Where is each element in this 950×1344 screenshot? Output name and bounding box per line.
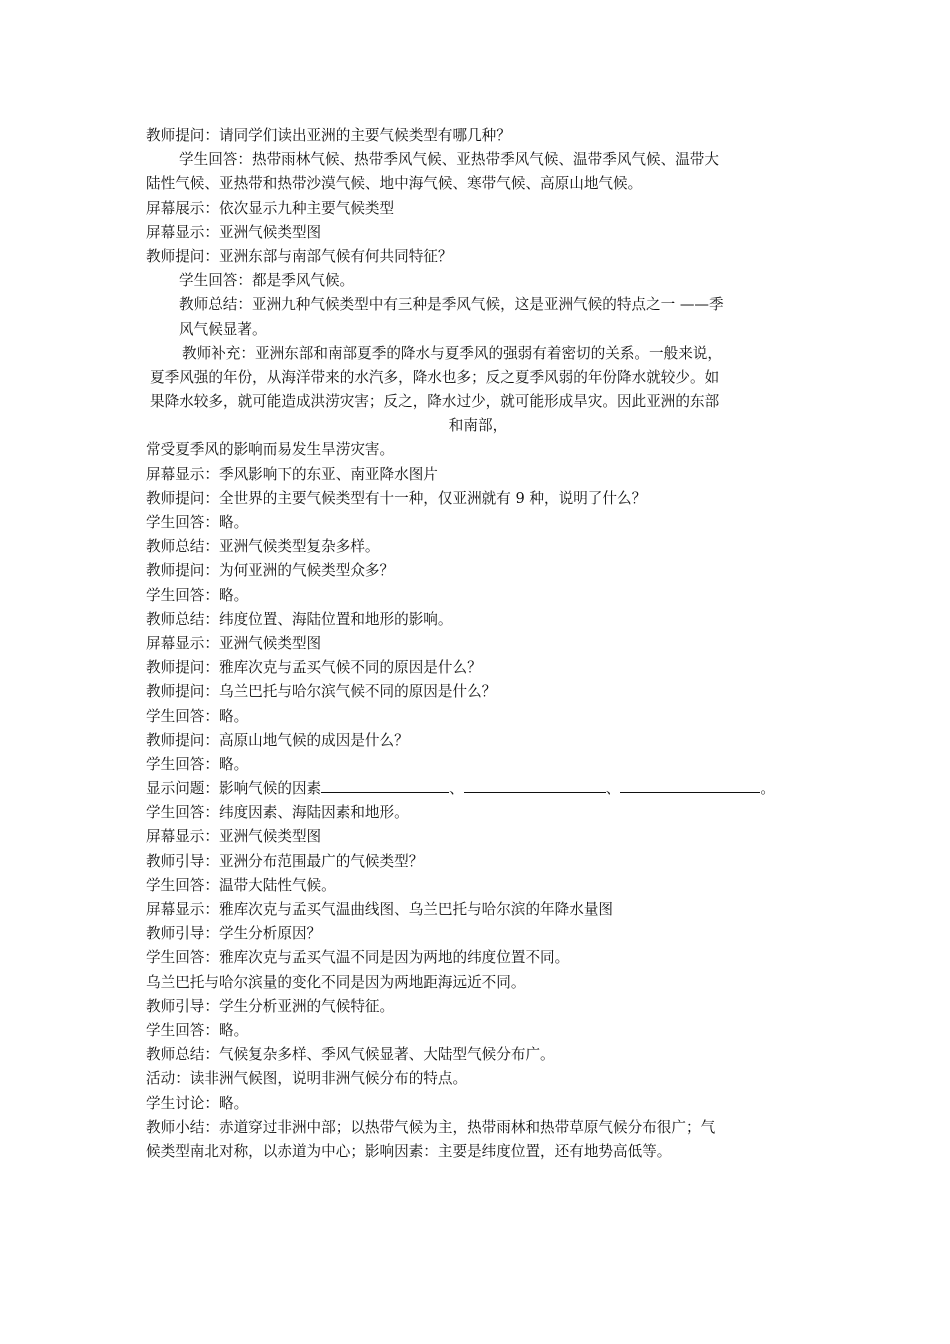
activity-line: 活动：读非洲气候图，说明非洲气候分布的特点。 [146, 1070, 468, 1088]
teacher-summary-line-cont: 风气候显著。 [179, 320, 267, 338]
teacher-summary-line: 教师总结：亚洲九种气候类型中有三种是季风气候，这是亚洲气候的特点之一 ——季 [179, 296, 724, 314]
body-line: 常受夏季风的影响而易发生旱涝灾害。 [146, 441, 395, 459]
student-answer-line: 学生回答：雅库次克与孟买气温不同是因为两地的纬度位置不同。 [146, 949, 570, 967]
period: 。 [760, 780, 775, 798]
separator: 、 [449, 780, 464, 798]
teacher-supplement-line: 教师补充：亚洲东部和南部夏季的降水与夏季风的强弱有着密切的关系。一般来说， [182, 344, 722, 362]
screen-show-line: 屏幕展示：依次显示九种主要气候类型 [146, 199, 395, 217]
teacher-guide-line: 教师引导：亚洲分布范围最广的气候类型？ [146, 852, 424, 870]
teacher-summary-line: 教师总结：纬度位置、海陆位置和地形的影响。 [146, 610, 453, 628]
screen-display-line: 屏幕显示：亚洲气候类型图 [146, 828, 322, 846]
teacher-question-line: 教师提问：全世界的主要气候类型有十一种，仅亚洲就有 9 种，说明了什么？ [146, 489, 647, 507]
student-answer-line: 学生回答：纬度因素、海陆因素和地形。 [146, 804, 409, 822]
teacher-supplement-line-cont: 果降水较多，就可能造成洪涝灾害；反之，降水过少，就可能形成旱灾。因此亚洲的东部 [150, 393, 720, 411]
teacher-summary-line: 教师总结：亚洲气候类型复杂多样。 [146, 538, 380, 556]
teacher-guide-line: 教师引导：学生分析亚洲的气候特征。 [146, 997, 395, 1015]
teacher-question-line: 教师提问：请同学们读出亚洲的主要气候类型有哪几种？ [146, 127, 511, 144]
teacher-summary-line: 教师总结：气候复杂多样、季风气候显著、大陆型气候分布广。 [146, 1046, 555, 1064]
teacher-supplement-line-cont: 夏季风强的年份，从海洋带来的水汽多，降水也多；反之夏季风弱的年份降水就较少。如 [150, 368, 720, 386]
student-answer-line: 学生回答：略。 [146, 586, 249, 604]
teacher-conclusion-line-cont: 候类型南北对称，以赤道为中心；影响因素：主要是纬度位置，还有地势高低等。 [146, 1142, 672, 1160]
screen-display-line: 屏幕显示：亚洲气候类型图 [146, 634, 322, 652]
student-answer-line: 学生回答：略。 [146, 755, 249, 773]
answer-blank [464, 777, 606, 793]
teacher-supplement-line-end: 和南部， [448, 417, 508, 435]
screen-display-line: 屏幕显示：季风影响下的东亚、南亚降水图片 [146, 465, 438, 483]
teacher-question-line: 教师提问：为何亚洲的气候类型众多？ [146, 562, 395, 580]
teacher-question-line: 教师提问：雅库次克与孟买气候不同的原因是什么？ [146, 659, 482, 677]
student-answer-line: 学生回答：都是季风气候。 [179, 272, 355, 290]
teacher-conclusion-line: 教师小结：赤道穿过非洲中部；以热带气候为主，热带雨林和热带草原气候分布很广；气 [146, 1118, 716, 1136]
separator: 、 [605, 780, 621, 798]
screen-display-line: 屏幕显示：雅库次克与孟买气温曲线图、乌兰巴托与哈尔滨的年降水量图 [146, 901, 614, 918]
student-answer-line: 学生回答：略。 [146, 1021, 249, 1039]
student-answer-line: 学生回答：温带大陆性气候。 [146, 876, 336, 894]
question-prefix: 显示问题：影响气候的因素 [146, 780, 322, 798]
question-with-blanks [146, 777, 810, 801]
teacher-question-line: 教师提问：高原山地气候的成因是什么？ [146, 731, 409, 749]
answer-blank [620, 777, 760, 793]
teacher-guide-line: 教师引导：学生分析原因？ [146, 925, 322, 943]
student-answer-line: 学生回答：略。 [146, 707, 249, 725]
teacher-question-line: 教师提问：亚洲东部与南部气候有何共同特征？ [146, 247, 453, 265]
answer-blank [321, 777, 449, 793]
teacher-question-line: 教师提问：乌兰巴托与哈尔滨气候不同的原因是什么？ [146, 683, 497, 701]
screen-display-line: 屏幕显示：亚洲气候类型图 [146, 223, 322, 241]
lesson-transcript [146, 124, 810, 1164]
student-answer-line: 学生回答：略。 [146, 514, 249, 531]
student-discussion-line: 学生讨论：略。 [146, 1094, 249, 1112]
student-answer-line-cont: 陆性气候、亚热带和热带沙漠气候、地中海气候、寒带气候、高原山地气候。 [146, 175, 643, 193]
body-line: 乌兰巴托与哈尔滨量的变化不同是因为两地距海远近不同。 [146, 973, 526, 991]
student-answer-line: 学生回答：热带雨林气候、热带季风气候、亚热带季风气候、温带季风气候、温带大 [179, 151, 719, 169]
